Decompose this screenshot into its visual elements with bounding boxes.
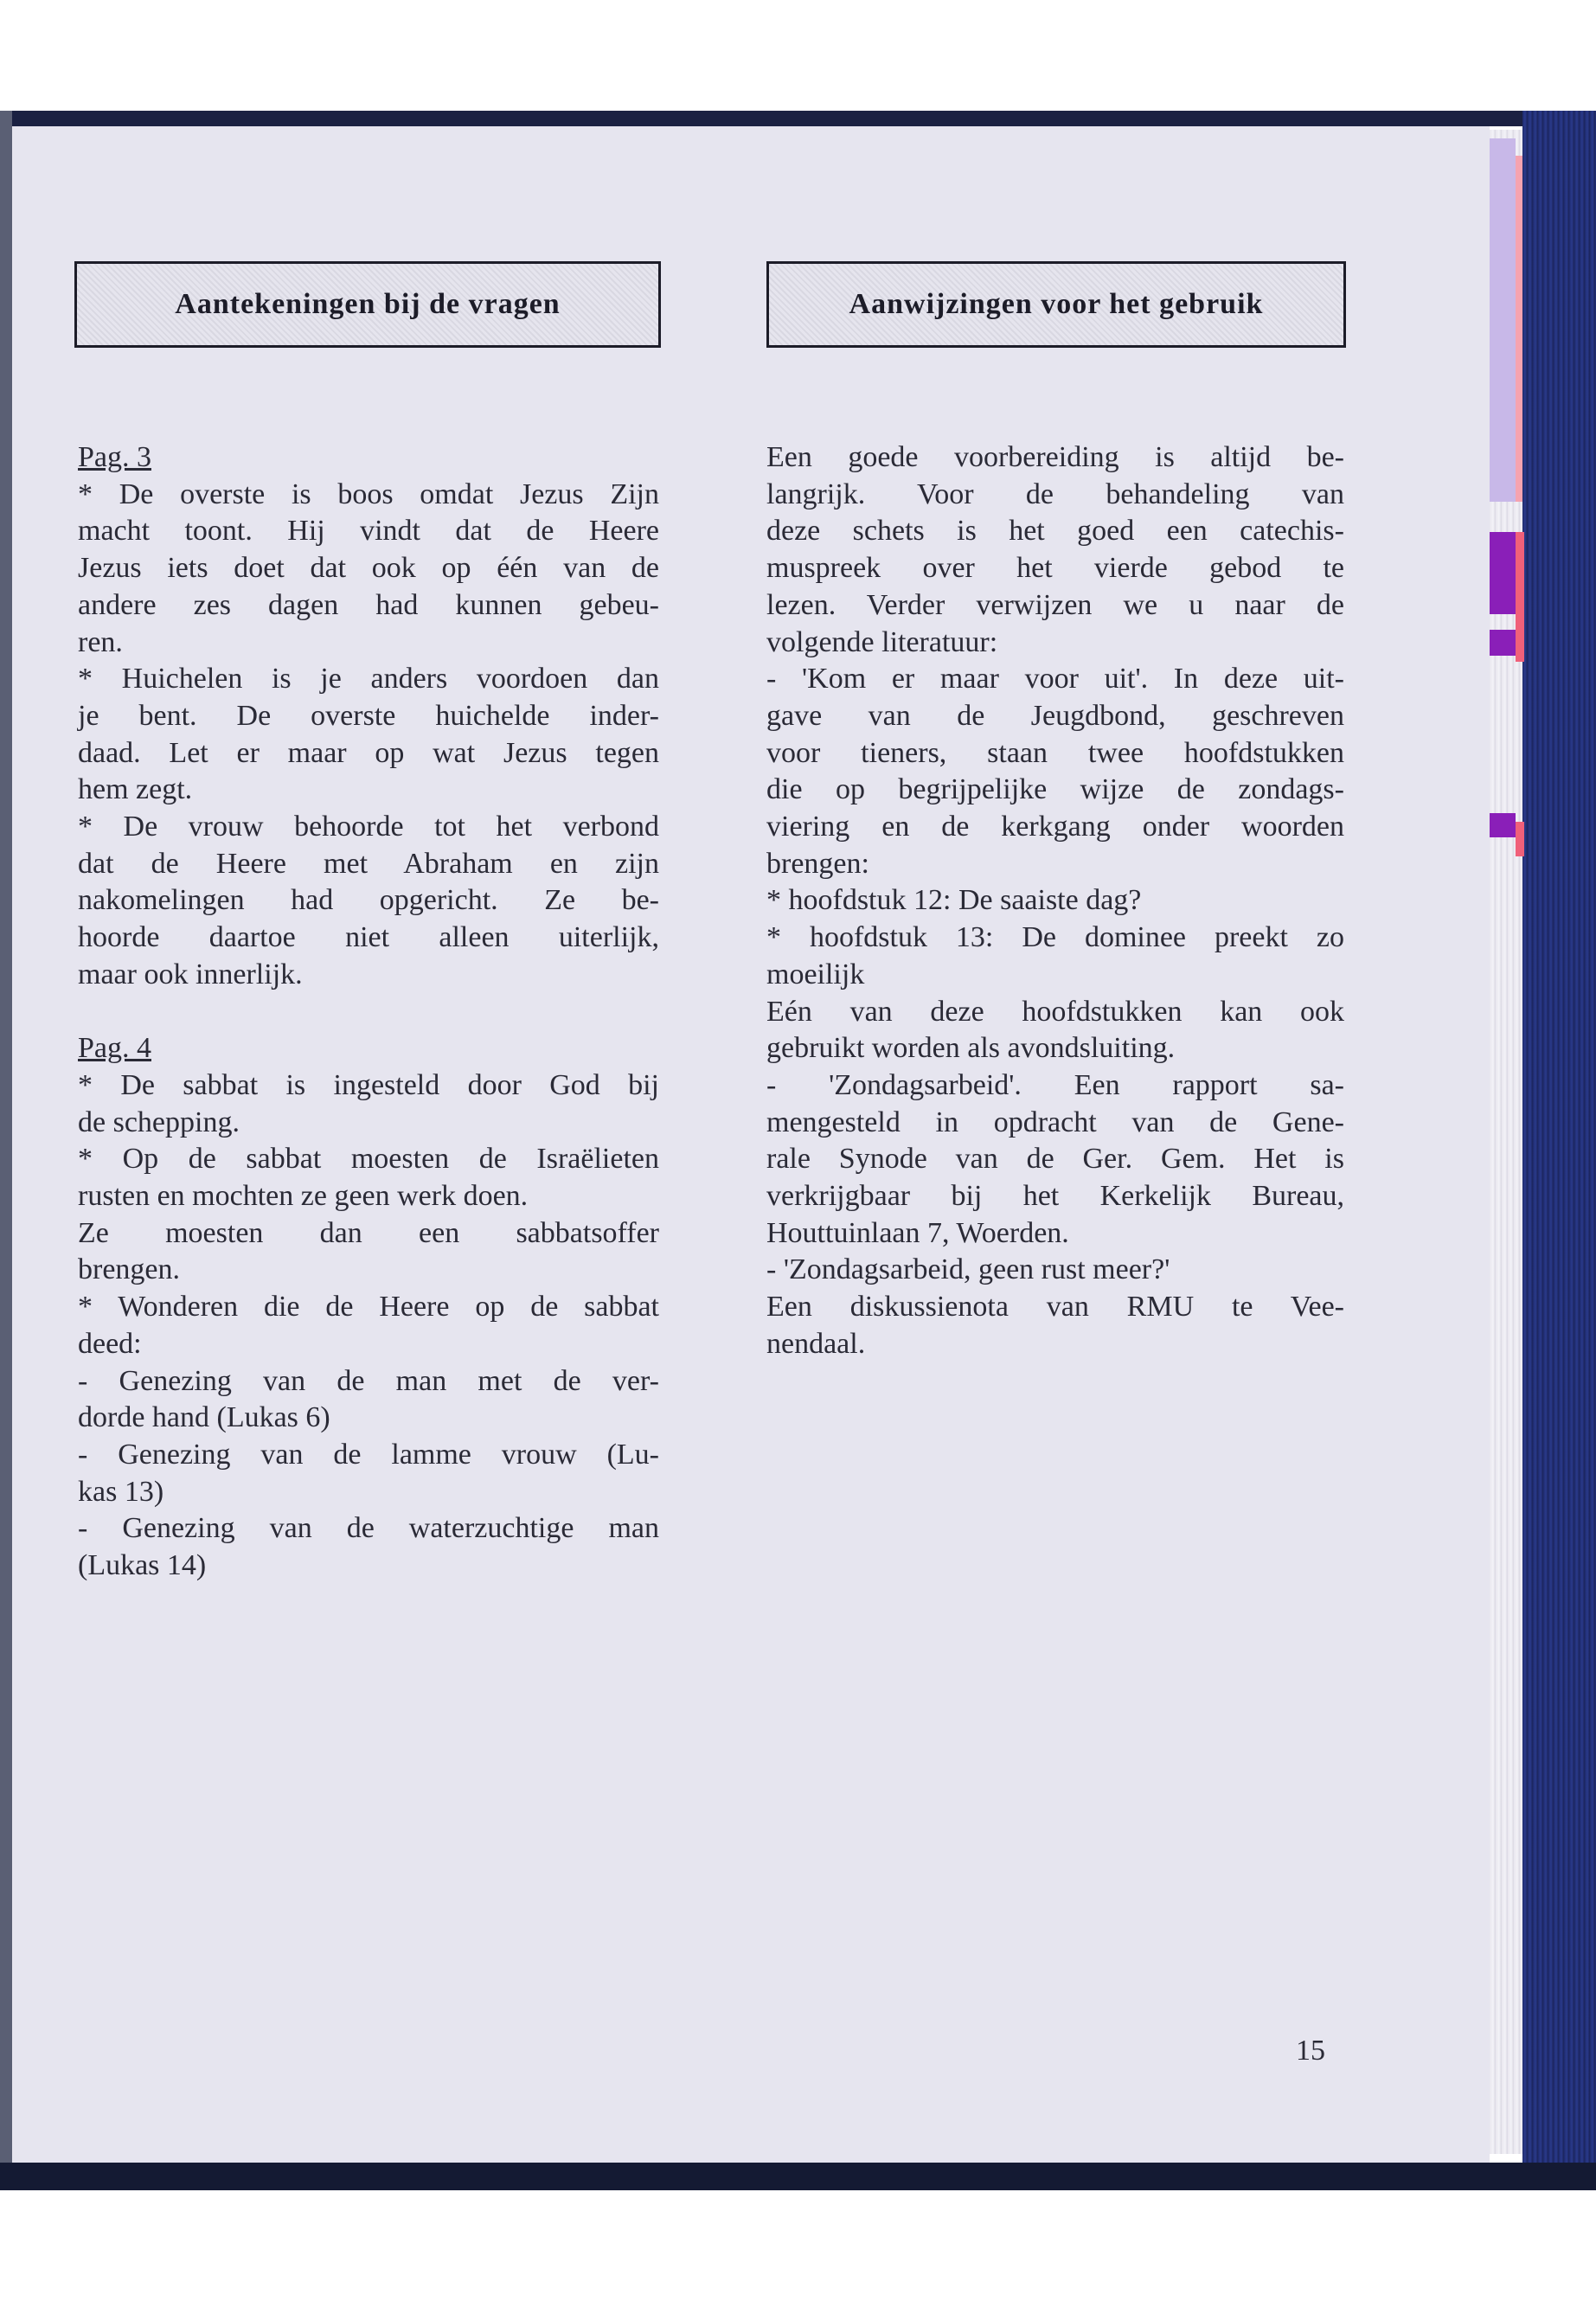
text-line: * De overste is boos omdat Jezus Zijn xyxy=(78,478,659,510)
header-usage-instructions-label: Aanwijzingen voor het gebruik xyxy=(849,288,1264,320)
text-line: - 'Zondagsarbeid'. Een rapport sa- xyxy=(766,1068,1344,1101)
book-cover-left xyxy=(0,111,12,2190)
text-line: * De sabbat is ingesteld door God bij xyxy=(78,1068,659,1101)
index-tab-pink-2 xyxy=(1516,822,1524,856)
text-line: deed: xyxy=(78,1327,142,1360)
text-line: rusten en mochten ze geen werk doen. xyxy=(78,1180,529,1213)
text-line: die op begrijpelijke wijze de zondags- xyxy=(766,773,1344,806)
paragraph-gap xyxy=(78,994,659,1031)
text-line: - 'Zondagsarbeid, geen rust meer?' xyxy=(766,1253,1170,1286)
text-line: (Lukas 14) xyxy=(78,1549,207,1582)
right-column xyxy=(766,439,1344,1363)
text-line: hem zegt. xyxy=(78,773,193,806)
text-line: gave van de Jeugdbond, geschreven xyxy=(766,699,1344,732)
book-cover-top xyxy=(0,111,1596,126)
text-line: * De vrouw behoorde tot het verbond xyxy=(78,811,659,843)
index-tab-pink-top xyxy=(1516,156,1522,502)
text-line: andere zes dagen had kunnen gebeu- xyxy=(78,588,659,621)
text-line: * Op de sabbat moesten de Israëlieten xyxy=(78,1143,659,1176)
book-spine-right xyxy=(1522,111,1596,2190)
text-line: hoorde daartoe niet alleen uiterlijk, xyxy=(78,921,659,954)
text-line: Een goede voorbereiding is altijd be- xyxy=(766,441,1344,473)
header-usage-instructions xyxy=(766,261,1346,348)
text-line: voor tieners, staan twee hoofdstukken xyxy=(766,736,1344,769)
text-line: Eén van deze hoofdstukken kan ook xyxy=(766,995,1344,1028)
text-line: * Huichelen is je anders voordoen dan xyxy=(78,663,659,695)
text-line: * hoofdstuk 12: De saaiste dag? xyxy=(766,884,1142,917)
text-line: * hoofdstuk 13: De dominee preekt zo xyxy=(766,921,1344,954)
text-line: mengesteld in opdracht van de Gene- xyxy=(766,1106,1344,1138)
text-line: deze schets is het goed een catechis- xyxy=(766,515,1344,548)
text-line: kas 13) xyxy=(78,1475,164,1508)
text-line: viering en de kerkgang onder woorden xyxy=(766,811,1344,843)
text-line: Een diskussienota van RMU te Vee- xyxy=(766,1291,1344,1324)
page-reference-4: Pag. 4 xyxy=(78,1032,151,1065)
index-tab-magenta-3 xyxy=(1490,813,1516,837)
text-line: rale Synode van de Ger. Gem. Het is xyxy=(766,1143,1344,1176)
text-line: macht toont. Hij vindt dat de Heere xyxy=(78,515,659,548)
text-line: volgende literatuur: xyxy=(766,625,998,658)
text-line: Jezus iets doet dat ook op één van de xyxy=(78,552,659,585)
text-line: verkrijgbaar bij het Kerkelijk Bureau, xyxy=(766,1180,1344,1213)
text-line: dorde hand (Lukas 6) xyxy=(78,1401,330,1434)
text-line: brengen. xyxy=(78,1253,181,1286)
text-line: Ze moesten dan een sabbatsoffer xyxy=(78,1216,659,1249)
header-notes-questions-label: Aantekeningen bij de vragen xyxy=(175,288,561,320)
text-line: - Genezing van de waterzuchtige man xyxy=(78,1512,659,1545)
text-line: - 'Kom er maar voor uit'. In deze uit- xyxy=(766,663,1344,695)
text-line: nendaal. xyxy=(766,1327,866,1360)
text-line: je bent. De overste huichelde inder- xyxy=(78,699,659,732)
text-line: - Genezing van de man met de ver- xyxy=(78,1364,659,1397)
text-line: muspreek over het vierde gebod te xyxy=(766,552,1344,585)
text-line: moeilijk xyxy=(766,958,865,990)
text-line: maar ook innerlijk. xyxy=(78,958,303,990)
left-column xyxy=(78,439,659,1585)
text-line: de schepping. xyxy=(78,1106,240,1138)
text-line: daad. Let er maar op wat Jezus tegen xyxy=(78,736,659,769)
text-line: gebruikt worden als avondsluiting. xyxy=(766,1032,1176,1065)
text-line: nakomelingen had opgericht. Ze be- xyxy=(78,884,659,917)
text-line: Houttuinlaan 7, Woerden. xyxy=(766,1216,1069,1249)
text-line: * Wonderen die de Heere op de sabbat xyxy=(78,1291,659,1324)
index-tab-pink-1 xyxy=(1516,532,1524,662)
index-tab-magenta-2 xyxy=(1490,630,1516,656)
text-line: brengen: xyxy=(766,847,869,880)
book-cover-bottom xyxy=(0,2163,1596,2190)
text-line: lezen. Verder verwijzen we u naar de xyxy=(766,588,1344,621)
page-reference-3: Pag. 3 xyxy=(78,441,151,473)
page-number: 15 xyxy=(1296,2035,1325,2067)
text-line: - Genezing van de lamme vrouw (Lu- xyxy=(78,1438,659,1471)
text-line: dat de Heere met Abraham en zijn xyxy=(78,847,659,880)
header-notes-questions xyxy=(74,261,661,348)
index-tab-lavender xyxy=(1490,138,1516,502)
text-line: ren. xyxy=(78,625,123,658)
text-line: langrijk. Voor de behandeling van xyxy=(766,478,1344,510)
index-tab-magenta-1 xyxy=(1490,532,1516,614)
